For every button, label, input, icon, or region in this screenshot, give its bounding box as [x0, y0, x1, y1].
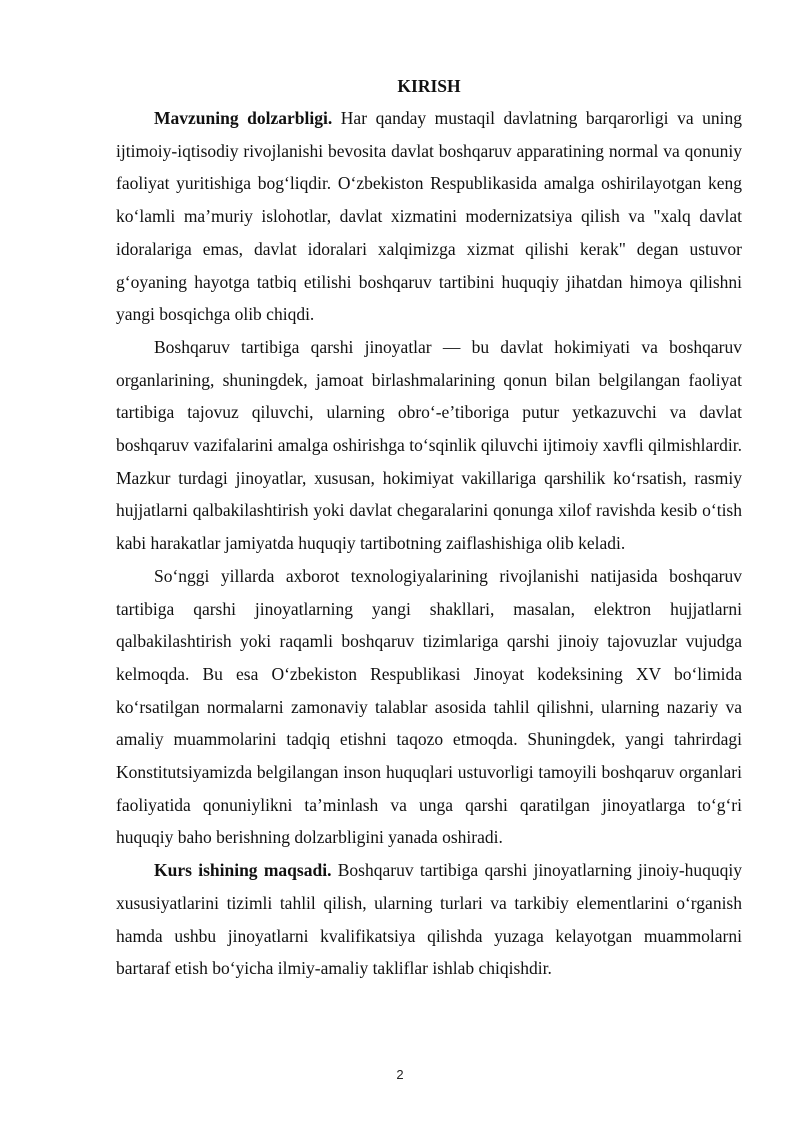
paragraph-definition — [116, 331, 742, 560]
paragraph-text: Boshqaruv tartibiga qarshi jinoyatlarning jinoiy-huquqiy xususiyatlarini tizimli tahlil qilish, ularning turlari va tarkibiy elementlarini o‘rganish hamda ushbu jinoyatlarni kvalifikatsiya qilishda yuzaga kelayotgan muammolarni bartaraf etish bo‘yicha ilmiy-amaliy takliflar ishlab chiqishdir. — [116, 860, 743, 979]
paragraph-lead: Kurs ishining maqsadi. — [154, 860, 332, 881]
paragraph-text: So‘nggi yillarda axborot texnologiyalarining rivojlanishi natijasida boshqaruv tartibiga qarshi jinoyatlarning yangi shakllari, masalan, elektron hujjatlarni qalbakilashtirish yoki raqamli boshqaruv tizimlariga qarshi jinoiy tajovuzlar vujudga kelmoqda. Bu esa O‘zbekiston Respublikasi Jinoyat kodeksining XV bo‘limida ko‘rsatilgan normalarni zamonaviy talablar asosida tahlil qilishni, ularning nazariy va amaliy muammolarini tadqiq etishni taqozo etmoqda. Shuningdek, yangi tahrirdagi Konstitutsiyamizda belgilangan inson huquqlari ustuvorligi tamoyili boshqaruv organlari faoliyatida qonuniylikni ta’minlash va unga qarshi qaratilgan jinoyatlarga to‘g‘ri huquqiy baho berishning dolzarbligini yanada oshiradi. — [116, 565, 742, 848]
page-number: 2 — [396, 1067, 404, 1082]
paragraph-text: Har qanday mustaqil davlatning barqarorligi va uning ijtimoiy-iqtisodiy rivojlanishi bevosita davlat boshqaruv apparatining normal va qonuniy faoliyat yuritishiga bog‘liqdir. O‘zbekiston Respublikasida amalga oshirilayotgan keng ko‘lamli ma’muriy islohotlar, davlat xizmatini modernizatsiya qilish va "xalq davlat idoralariga emas, davlat idoralari xalqimizga xizmat qilishi kerak" degan ustuvor g‘oyaning hayotga tatbiq etilishi boshqaruv tartibini huquqiy jihatdan himoya qilishni yangi bosqichga olib chiqdi. — [116, 108, 743, 325]
document-page — [116, 74, 742, 985]
paragraph-relevance — [116, 102, 742, 331]
paragraph-text: Boshqaruv tartibiga qarshi jinoyatlar — bu davlat hokimiyati va boshqaruv organlarining, shuningdek, jamoat birlashmalarining qonun bilan belgilangan faoliyat tartibiga tajovuz qiluvchi, ularning obro‘-e’tiboriga putur yetkazuvchi va davlat boshqaruv vazifalarini amalga oshirishga to‘sqinlik qiluvchi ijtimoiy xavfli qilmishlardir. Mazkur turdagi jinoyatlar, xususan, hokimiyat vakillariga qarshilik ko‘rsatish, rasmiy hujjatlarni qalbakilashtirish yoki davlat chegaralarini qonunga xilof ravishda kesib o‘tish kabi harakatlar jamiyatda huquqiy tartibotning zaiflashishiga olib keladi. — [116, 336, 742, 554]
paragraph-modern-forms — [116, 560, 742, 854]
paragraph-lead: Mavzuning dolzarbligi. — [154, 108, 333, 128]
paragraph-goal — [116, 854, 742, 985]
section-heading: KIRISH — [397, 76, 461, 96]
